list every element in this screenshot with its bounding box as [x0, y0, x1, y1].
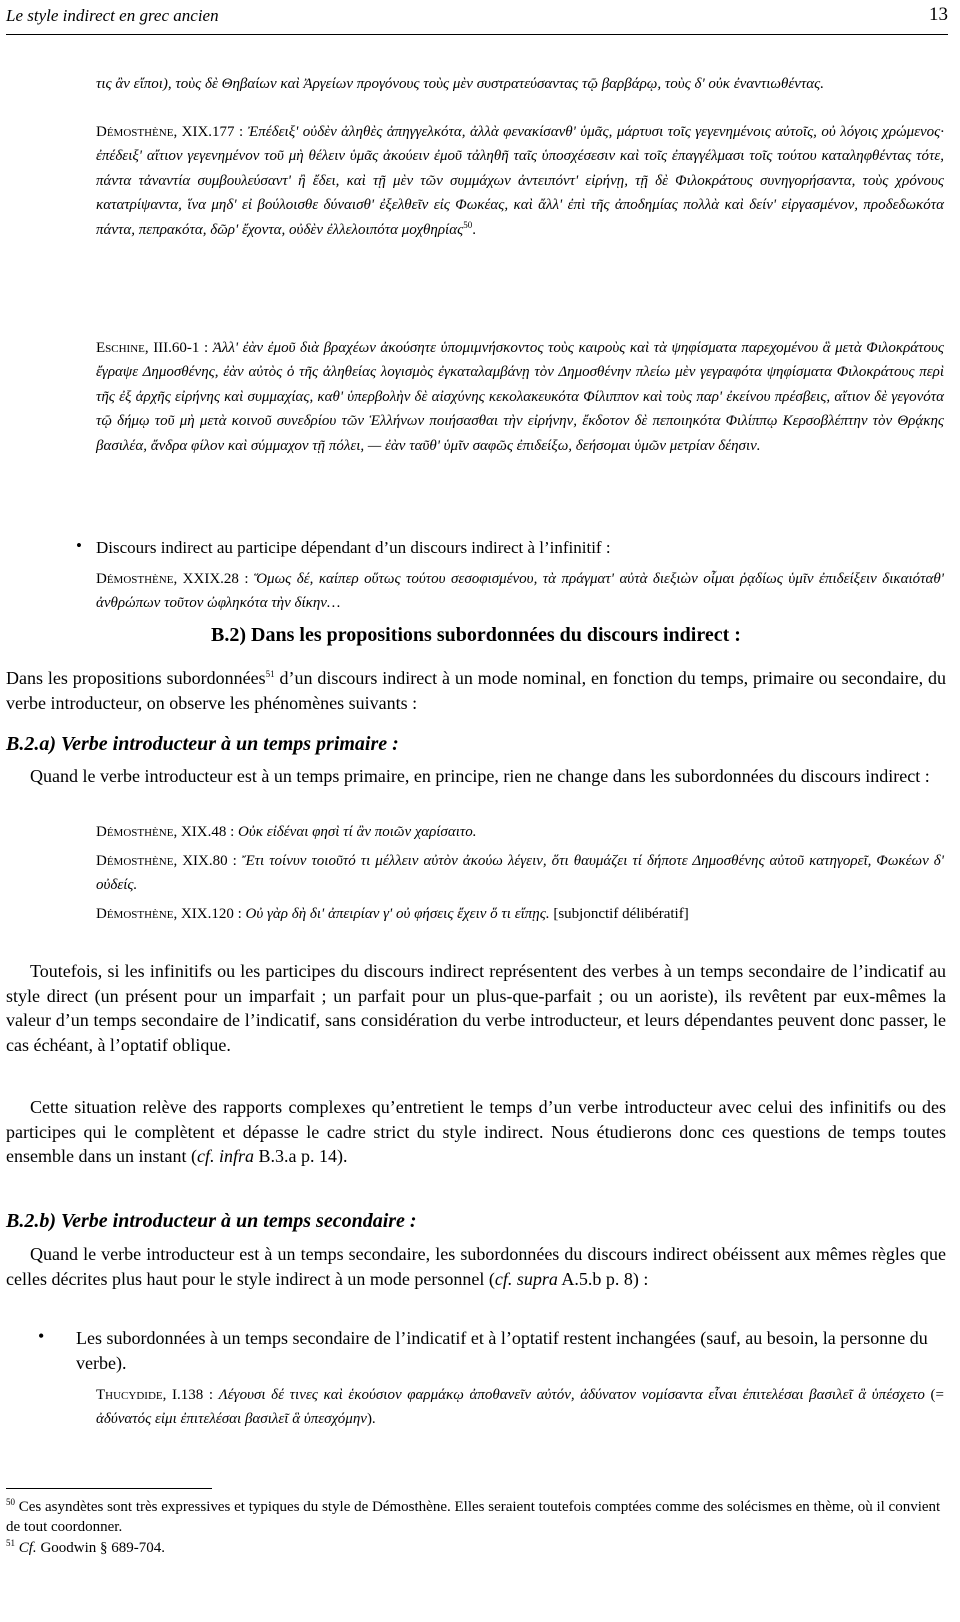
footnote-text: Goodwin § 689-704.	[36, 1540, 166, 1556]
citation-reference: Démosthène, XIX.80 :	[96, 853, 237, 869]
quotation-demosthenes-xix-120	[96, 902, 944, 926]
bullet-text: Discours indirect au participe dépendant d’un discours indirect à l’infinitif :	[96, 538, 611, 557]
section-heading-b2: B.2) Dans les propositions subordonnées du discours indirect :	[211, 624, 741, 646]
paragraph-text: Dans les propositions subordonnées	[6, 668, 266, 688]
paragraph-text: Quand le verbe introducteur est à un temps secondaire, les subordonnées du discours indirect obéissent aux mêmes règles que celles décrites plus haut pour le style indirect à un mode personnel (	[6, 1244, 946, 1289]
citation-reference: Démosthène, XXIX.28 :	[96, 571, 249, 587]
punctuation: (=	[930, 1387, 944, 1403]
paragraph	[6, 666, 946, 715]
subsection-heading-b2b: B.2.b) Verbe introducteur à un temps secondaire :	[6, 1210, 417, 1232]
footnote-text: Ces asyndètes sont très expressives et typiques du style de Démosthène. Elles seraient toutefois comptées comme des solécismes en thème, où il convient de tout coordonner.	[6, 1499, 941, 1535]
subsection-heading-b2a: B.2.a) Verbe introducteur à un temps primaire :	[6, 733, 399, 755]
bullet-item	[76, 1326, 946, 1375]
paragraph: Quand le verbe introducteur est à un temps primaire, en principe, rien ne change dans les subordonnées du discours indirect :	[30, 766, 930, 786]
footnote-50	[6, 1497, 946, 1537]
bullet-marker: •	[38, 1326, 45, 1346]
greek-text: τις ἂν εἴποι), τοὺς δὲ Θηβαίων καὶ Ἀργείων προγόνους τοὺς μὲν συστρατεύσαντας τῷ βαρβάρῳ, τοὺς δ' οὐκ ἐναντιωθέντας.	[96, 76, 824, 92]
quotation-continuation	[96, 72, 944, 96]
quotation-demosthenes-xix-48	[96, 820, 944, 844]
bullet-text: Les subordonnées à un temps secondaire de l’indicatif et à l’optatif restent inchangées (sauf, au besoin, la personne du verbe).	[76, 1328, 928, 1373]
punctuation: .	[472, 221, 476, 238]
citation-reference: Démosthène, XIX.177 :	[96, 124, 244, 140]
greek-text: Ὅμως δέ, καίπερ οὕτως τούτου σεσοφισμένου, τὰ πράγματ' αὐτὰ διεξιὼν οἶμαι ῥᾳδίως ὑμῖν ἐπιδείξειν δικαιόταθ' ἀνθρώπων τοῦτον ὠφληκότα τὴν δίκην…	[96, 571, 944, 612]
quotation-thucydide-i-138	[96, 1383, 944, 1432]
greek-text: Ἔτι τοίνυν τοιοῦτό τι μέλλειν αὐτὸν ἀκούω λέγειν, ὅτι θαυμάζει τί δήποτε Δημοσθένης αὐτοῦ κατηγορεῖ, Φωκέων δ' οὐδείς.	[96, 853, 944, 894]
quotation-demosthenes-xix-80	[96, 849, 944, 898]
paragraph-text: A.5.b p. 8) :	[557, 1268, 649, 1289]
quotation-demosthenes-xxix-28	[96, 567, 944, 616]
quotation-demosthenes-xix-177	[96, 120, 944, 242]
running-header	[6, 4, 948, 35]
citation-reference: Démosthène, XIX.120 :	[96, 906, 242, 922]
abbreviation-supra: supra	[512, 1268, 558, 1289]
citation-reference: Démosthène, XIX.48 :	[96, 824, 235, 840]
footnote-ref-50[interactable]: 50	[463, 219, 473, 230]
abbreviation-cf: Cf.	[18, 1540, 37, 1556]
greek-text: Ἀλλ' ἐὰν ἐμοῦ διὰ βραχέων ἀκούσητε ὑπομιμνήσκοντος τοὺς καιροὺς καὶ τὰ ψηφίσματα παρεχομένου ἃ μετὰ Φιλοκράτους ἔγραψε Δημοσθένης, ἐὰν αὐτὸς ὁ τῆς ἀληθείας λογισμὸς ἐγκαταλαμβάνῃ τὸν Δημοσθένην πλείω μὲν γεγραφότα ψηφίσματα Φιλοκράτους περὶ τῆς ἐξ ἀρχῆς εἰρήνης καὶ συμμαχίας, καθ' ὑπερβολὴν δὲ αἰσχύνης κεκολακευκότα Φίλιππον καὶ τοὺς παρ' ἐκείνου πρέσβεις, αἴτιον δὲ γεγονότα τῷ δήμῳ τοῦ μὴ μετὰ κοινοῦ συνεδρίου τῶν Ἑλλήνων ποιήσασθαι τὴν εἰρήνην, ἔκδοτον δὲ πεποιηκότα Φιλίππῳ Κερσοβλέπτην τὸν Θρᾴκης βασιλέα, ἄνδρα φίλον καὶ σύμμαχον τῇ πόλει, — ἐὰν ταῦθ' ὑμῖν σαφῶς ἐπιδείξω, δεήσομαι ὑμῶν μετρίαν δέησιν.	[96, 340, 944, 454]
page-number: 13	[929, 4, 948, 25]
abbreviation-cf: cf.	[196, 1146, 215, 1166]
greek-text: Λέγουσι δέ τινες καὶ ἑκούσιον φαρμάκῳ ἀποθανεῖν αὐτόν, ἀδύνατον νομίσαντα εἶναι ἐπιτελέσαι βασιλεῖ ἃ ὑπέσχετο	[218, 1387, 925, 1403]
punctuation: ).	[366, 1411, 376, 1428]
quotation-eschine-iii-60	[96, 336, 944, 458]
paragraph-text: B.3.a p. 14).	[253, 1146, 348, 1166]
paragraph: Toutefois, si les infinitifs ou les participes du discours indirect représentent des verbes à un temps secondaire de l’indicatif au style direct (un présent pour un imparfait ; un parfait pour un plus-que-parfait ; ou un aoriste), ils revêtent par eux-mêmes la valeur d’un temps secondaire de l’indicatif, sans considération du verbe introducteur, et leurs dépendantes peuvent donc passer, le cas échéant, à l’optatif oblique.	[6, 961, 946, 1055]
footnote-ref-51[interactable]: 51	[265, 669, 275, 679]
footnote-51	[6, 1538, 946, 1558]
footnote-number: 51	[6, 1538, 15, 1548]
greek-text: Ἐπέδειξ' οὐδὲν ἀληθὲς ἀπηγγελκότα, ἀλλὰ φενακίσανθ' ὑμᾶς, μάρτυσι τοῖς γεγενημένοις αὐτοῖς, οὐ λόγοις χρώμενος· ἐπέδειξ' αἴτιον γεγενημένον τοῦ μὴ θέλειν ὑμᾶς ἀκούειν ἐμοῦ τἀληθῆ ταῖς ὑποσχέσεσιν καὶ τοῖς ἐπαγγέλμασι τοῖς τούτου καταληφθέντας τότε, πάντα τἀναντία συμβουλεύσαντ' ἢ ἔδει, καὶ τῇ μὲν τῶν συμμάχων ἀντειπόντ' εἰρήνῃ, τῇ δὲ Φιλοκράτους συνηγορήσαντα, τοὺς χρόνους κατατρίψαντα, ἵνα μηδ' εἰ βούλοισθε δύναισθ' ἐξελθεῖν εἰς Φωκέας, καὶ ἄλλ' ἐπὶ τῆς ἀποδημίας πολλὰ καὶ δείν' εἰργασμένον, προδεδωκότα πάντα, πεπρακότα, δῶρ' ἔχοντα, οὐδὲν ἐλλελοιπότα μοχθηρίας	[96, 124, 945, 238]
citation-reference: Thucydide, I.138 :	[96, 1387, 214, 1403]
abbreviation-cf: cf.	[494, 1268, 513, 1289]
bullet-marker: •	[76, 536, 82, 555]
greek-text: Οὐ γὰρ δὴ δι' ἀπειρίαν γ' οὐ φήσεις ἔχειν ὅ τι εἴπῃς.	[245, 906, 550, 922]
grammatical-note: [subjonctif délibératif]	[553, 906, 689, 922]
citation-reference: Eschine, III.60-1 :	[96, 340, 209, 356]
header-title: Le style indirect en grec ancien	[6, 6, 219, 25]
paragraph-text: Cette situation relève des rapports complexes qu’entretient le temps d’un verbe introducteur avec celui des infinitifs ou des participes qui le complètent et dépasse le cadre strict du style indirect. Nous étudierons donc ces questions de temps toutes ensemble dans un instant (	[6, 1097, 946, 1166]
abbreviation-infra: infra	[214, 1146, 254, 1166]
bullet-item	[96, 536, 946, 560]
footnote-divider	[6, 1488, 212, 1489]
greek-text: ἀδύνατός εἰμι ἐπιτελέσαι βασιλεῖ ἃ ὑπεσχόμην	[96, 1411, 367, 1428]
paragraph-text: d’un discours indirect à un mode nominal, en fonction du temps, primaire ou secondaire, du verbe introducteur, on observe les phénomènes suivants :	[6, 668, 946, 713]
paragraph	[6, 1242, 946, 1291]
greek-text: Οὐκ εἰδέναι φησὶ τί ἂν ποιῶν χαρίσαιτο.	[238, 824, 477, 840]
footnote-number: 50	[6, 1497, 15, 1507]
paragraph	[6, 1095, 946, 1169]
